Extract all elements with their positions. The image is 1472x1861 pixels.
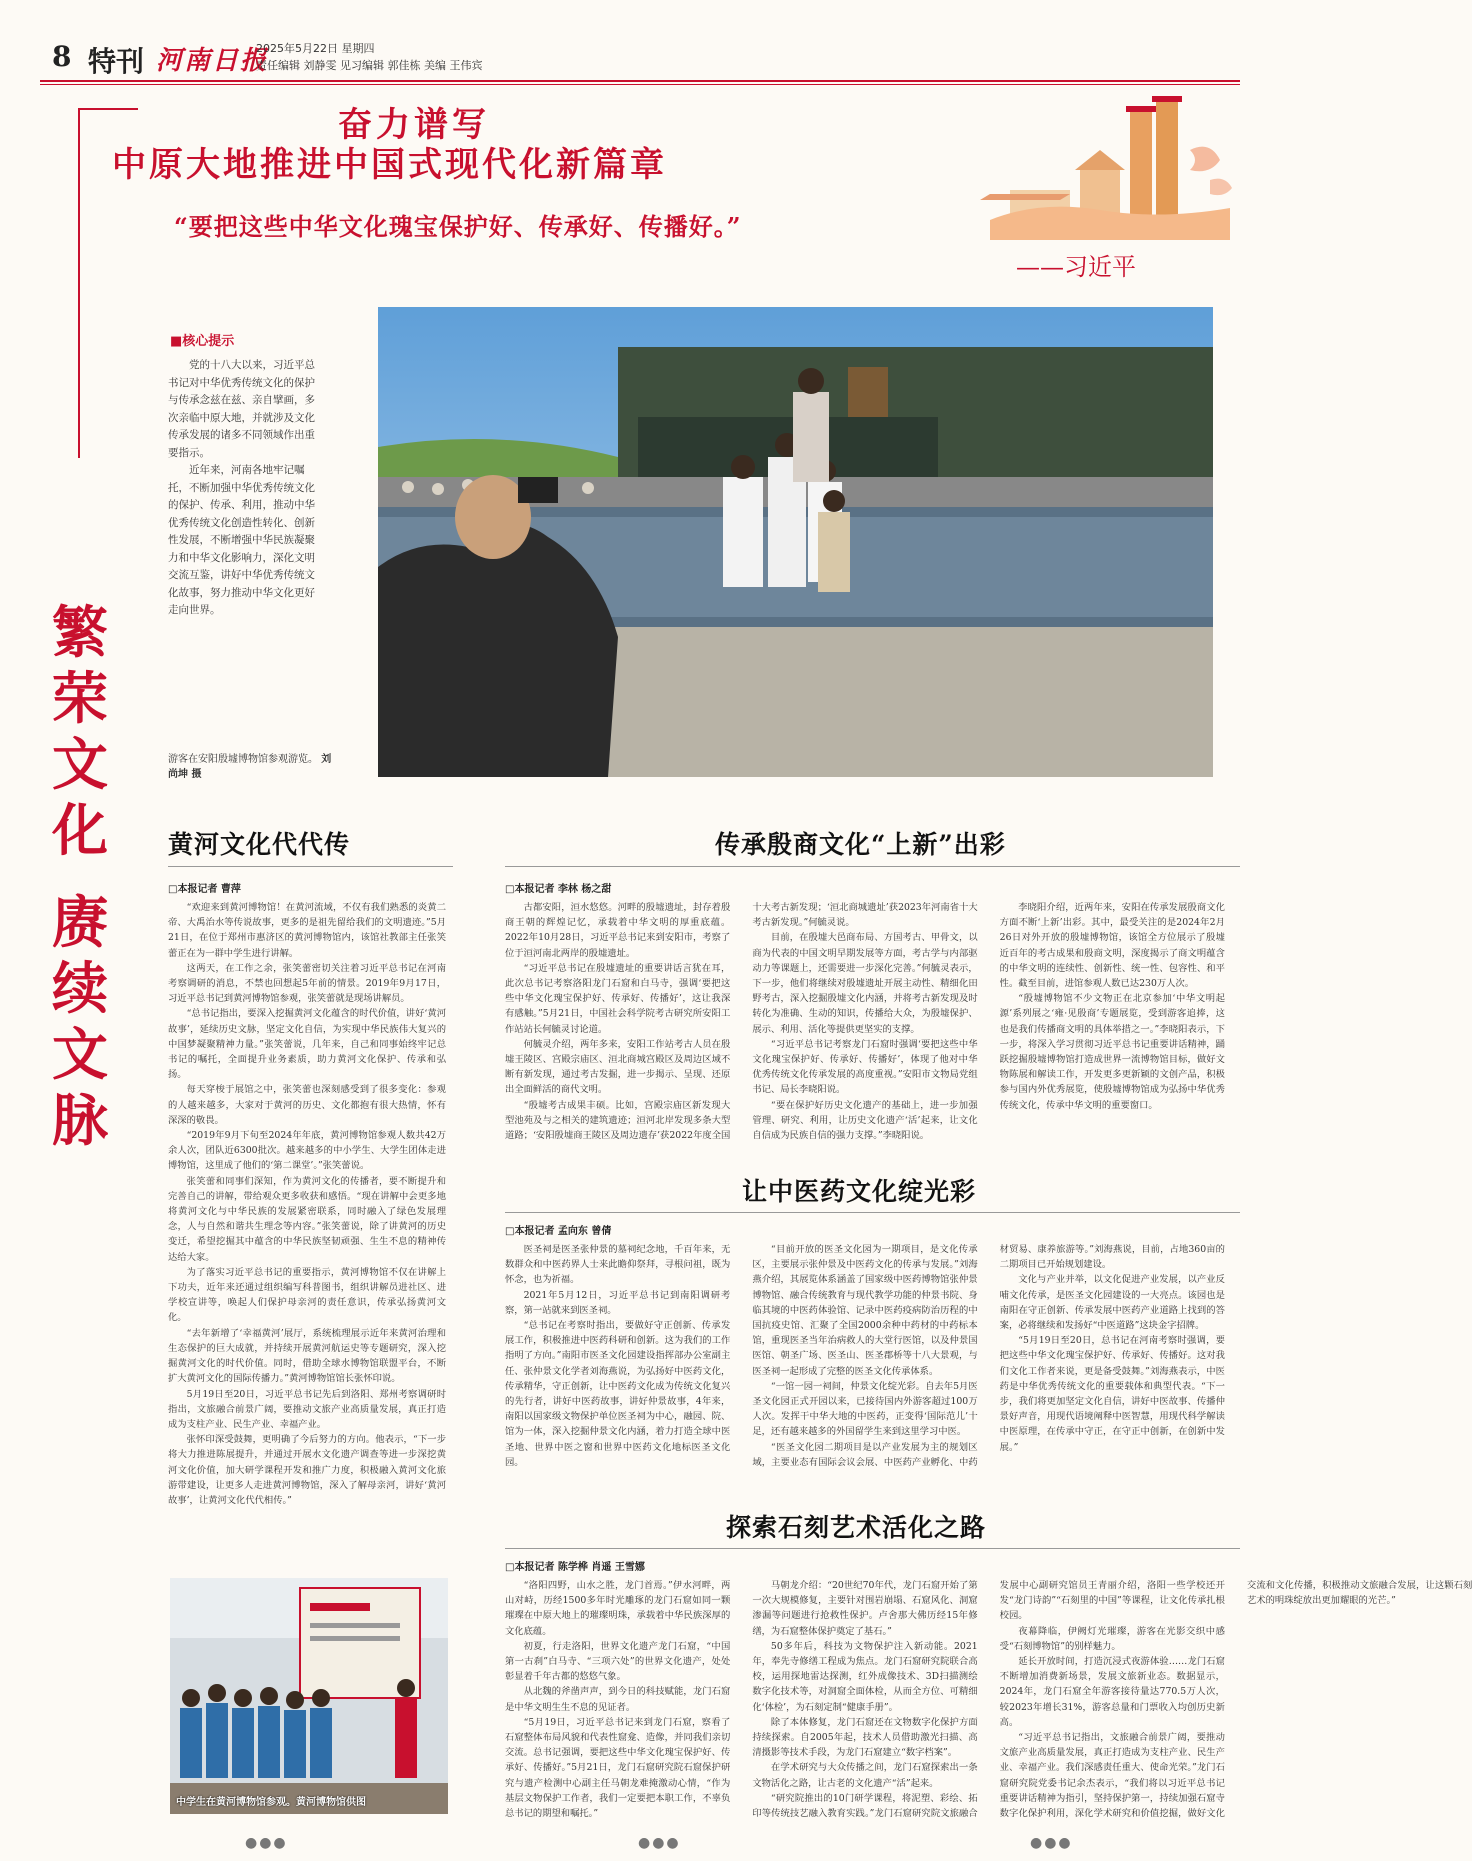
article3-body xyxy=(505,1242,1225,1492)
article1-paragraph: 张怀印深受鼓舞，更明确了今后努力的方向。他表示，“下一步将大力推进陈展提升，并通过开展水文化遗产调查等进一步深挖黄河文化价值，加大研学课程开发和推广力度，积极融入黄河文化旅游带建设，让更多人走进黄河博物馆，深入了解母亲河，讲好‘黄河故事’，让黄河文化代代相传。” xyxy=(168,1434,446,1506)
skyline-illustration xyxy=(980,90,1240,240)
article2-body xyxy=(505,900,1225,1150)
article3-paragraph: “总书记在考察时指出，要做好守正创新、传承发展工作，积极推进中医药科研和创新。这为我们的工作指明了方向。”南阳市医圣文化园建设指挥部办公室副主任、张仲景文化学者刘海燕说，为弘扬好中医药文化，传承精华，守正创新，让中医药文化成为传统文化复兴的先行者，讲好中医药故事，讲好仲景故事，4年来，南阳以国家级文物保护单位医圣祠为中心，融园、院、馆为一体，深入挖掘仲景文化内涵，着力打造全球中医圣地、世界中医之窗和世界中医药文化地标医圣文化园。 xyxy=(505,1320,731,1468)
article2-title: 传承殷商文化“上新”出彩 xyxy=(715,830,1006,859)
article3-title: 让中医药文化绽光彩 xyxy=(742,1177,977,1206)
small-photo-caption: 中学生在黄河博物馆参观。黄河博物馆供图 xyxy=(176,1797,366,1808)
section-name: 特刊 xyxy=(88,45,145,78)
vertical-banner xyxy=(40,600,120,1154)
page-dots-left: ●●● xyxy=(245,1835,288,1851)
article1-paragraph: “去年新增了‘幸福黄河’展厅，系统梳理展示近年来黄河治理和生态保护的巨大成就，并持续开展黄河航运史等专题研究，深入挖掘黄河文化的时代价值。同时，借助全球水博物馆联盟平台，不断扩大黄河文化的国际传播力。”黄河博物馆馆长张怀印说。 xyxy=(168,1327,446,1385)
article2-paragraph: “殷墟博物馆不少文物正在北京参加‘中华文明起源’系列展之‘雍·见殷商’专题展览，受到游客追捧，这也是我们传播商文明的具体举措之一。”李晓阳表示，下一步，将深入学习贯彻习近平总书记重要讲话精神，踊跃挖掘殷墟博物馆打造成世界一流博物馆目标，做好文物陈展和解读工作，开发更多更新颖的文创产品，积极参与国内外优秀展览，使殷墟博物馆成为弘扬中华优秀传统文化，传承中华文明的重要窗口。 xyxy=(999,993,1225,1111)
editors-line: 责任编辑 刘静雯 见习编辑 郭佳栋 美编 王伟宾 xyxy=(256,59,483,72)
article4-paragraph: 50多年后，科技为文物保护注入新动能。2021年，奉先寺修缮工程成为焦点。龙门石窟研究院联合高校，运用探地雷达探测，红外成像技术、3D扫描测绘数字化技术等，对洞窟全面体检，从而全方位、可精细化‘体检’，为石刻定制“健康手册”。 xyxy=(752,1640,978,1713)
article3-paragraph: “一馆一园一祠间，仲景文化绽光彩。自去年5月医圣文化园正式开园以来，已接待国内外游客超过100万人次。发挥干中华大地的中医药，正变得‘国际范儿’十足，还有越来越多的外国留学生来到这里学习中医。 xyxy=(752,1380,978,1438)
article3-paragraph: 文化与产业并举，以文化促进产业发展，以产业反哺文化传承，是医圣文化园建设的一大亮点。该园也是南阳在守正创新、传承发展中医药产业道路上找到的答案，必将继续和发扬好“中医道路”这块金字招牌。 xyxy=(999,1274,1225,1332)
article2-rule xyxy=(505,866,1240,867)
article2-paragraph: “殷墟考古成果丰硕。比如，宫殿宗庙区新发现大型池苑及与之相关的建筑遗迹；洹河北岸发现多条大型道路；‘安阳殷墟商王陵区及周边遗存’获2022年度全国十大考古新发现；‘洹北商城遗址’获2023年河南省十大考古新发现。”何毓灵说。 xyxy=(505,902,978,1142)
frame-line-vertical xyxy=(78,108,80,458)
article3-paragraph: 医圣祠是医圣张仲景的墓祠纪念地，千百年来，无数群众和中医药界人士来此瞻仰祭拜，寻根问祖，既为怀念，也为祈福。 xyxy=(505,1244,731,1286)
article1-byline: □本报记者 曹萍 xyxy=(168,884,241,895)
article4-paragraph: 延长开放时间，打造沉浸式夜游体验……龙门石窟不断增加消费新场景，发展文旅新业态。数据显示，2024年，龙门石窟全年游客接待量达770.5万人次，较2023年增长31%，游客总量和门票收入均创历史新高。 xyxy=(999,1656,1225,1728)
article1-paragraph: 为了落实习近平总书记的重要指示，黄河博物馆不仅在讲解上下功夫，近年来还通过组织编写科普图书，组织讲解员进社区、进学校宣讲等，唤起人们保护母亲河的责任意识，传承弘扬黄河文化。 xyxy=(168,1266,446,1324)
page-number: 8 xyxy=(52,40,72,73)
hero-title-line2: 中原大地推进中国式现代化新篇章 xyxy=(112,145,667,185)
leader-quote: “要把这些中华文化瑰宝保护好、传承好、传播好。” xyxy=(174,212,742,241)
banner-char: 文 xyxy=(52,1022,108,1088)
photo-credit: 刘尚坤 摄 xyxy=(168,754,332,780)
article4-paragraph: “洛阳四野，山水之胜，龙门首焉。”伊水河畔，两山对峙，历经1500多年时光雕琢的龙门石窟如同一颗璀璨在中原大地上的璀璨明珠，承载着中华民族深厚的文化底蕴。 xyxy=(505,1580,731,1637)
article1-paragraph: “2019年9月下旬至2024年年底，黄河博物馆参观人数共42万余人次，团队近6300批次。越来越多的中小学生、大学生团体走进博物馆，这里成了他们的‘第二课堂’。”张笑蕾说。 xyxy=(168,1130,446,1172)
article4-paragraph: 在学术研究与大众传播之间，龙门石窟探索出一条文物活化之路，让古老的文化遗产“活”起来。 xyxy=(752,1762,978,1789)
article4-body xyxy=(505,1578,1472,1824)
article1-paragraph: 张笑蕾和同事们深知，作为黄河文化的传播者，要不断提升和完善自己的讲解，带给观众更多收获和感悟。“现在讲解中会更多地将黄河文化与中华民族的发展紧密联系，同时融入了绿色发展理念，人与自然和谐共生理念等内容。”张笑蕾说，除了讲黄河的历史变迁，希望挖掘其中蕴含的中华民族坚韧顽强、生生不息的精神传达给大家。 xyxy=(168,1175,446,1263)
header-rule-thin xyxy=(40,84,1240,85)
article1-paragraph: 每天穿梭于展馆之中，张笑蕾也深刻感受到了很多变化：参观的人越来越多，大家对于黄河的历史、文化都抱有很大热情，怀有深深的敬畏。 xyxy=(168,1084,446,1126)
article2-paragraph: 李晓阳介绍，近两年来，安阳在传承发展殷商文化方面不断‘上新’出彩。其中，最受关注的是2024年2月26日对外开放的殷墟博物馆，该馆全方位展示了殷墟近百年的考古成果和殷商文明，深度揭示了商文明蕴含的中华文明的连续性、创新性、统一性、包容性、和平性。截至目前，进馆参观人数已达230万人次。 xyxy=(999,902,1225,990)
page-dots-center: ●●● xyxy=(638,1835,681,1851)
article4-byline: □本报记者 陈学桦 肖遥 王雪娜 xyxy=(505,1562,645,1573)
article1-body xyxy=(168,900,446,1568)
article4-paragraph: 除了本体修复，龙门石窟还在文物数字化保护方面持续探索。自2005年起，技术人员借助激光扫描、高清摄影等技术手段，为龙门石窟建立“数字档案”。 xyxy=(752,1716,978,1759)
article2-paragraph: “习近平总书记考察龙门石窟时强调‘要把这些中华文化瑰宝保护好、传承好、传播好’，体现了他对中华优秀传统文化传承发展的高度重视。”安阳市文物局党组书记、局长李晓阳说。 xyxy=(752,1038,978,1096)
article3-rule xyxy=(505,1212,1240,1213)
article1-paragraph: “总书记指出，要深入挖掘黄河文化蕴含的时代价值，讲好‘黄河故事’，延续历史文脉，坚定文化自信，为实现中华民族伟大复兴的中国梦凝聚精神力量。”张笑蕾说，几年来，自己和同事始终牢记总书记的嘱托，全面提升业务素质，助力黄河文化保护、传承和弘扬。 xyxy=(168,1008,446,1081)
article2-byline: □本报记者 李林 杨之甜 xyxy=(505,884,612,895)
article3-paragraph: “5月19日至20日，总书记在河南考察时强调，要把这些中华文化瑰宝保护好、传承好、传播好。这对我们文化工作者来说，更是备受鼓舞。”刘海燕表示，中医药是中华优秀传统文化的重要载体和典型代表。“下一步，我们将更加坚定文化自信，讲好中医故事、传播仲景好声音，用现代语境阐释中医智慧，用现代科学解读中医原理，在传承中守正，在守正中创新，在创新中发展。” xyxy=(999,1335,1225,1453)
article4-paragraph: 初夏，行走洛阳，世界文化遗产龙门石窟，“中国第一古刹”白马寺、“三项六处”的世界文化遗产，处处彰显着千年古都的悠悠气象。 xyxy=(505,1640,731,1683)
article1-paragraph: “欢迎来到黄河博物馆！在黄河流域，不仅有我们熟悉的炎黄二帝、大禹治水等传说故事，更多的是祖先留给我们的文明遗迹。”5月21日，在位于郑州市惠济区的黄河博物馆内，该馆社教部主任张笑蕾正在为一群中学生进行讲解。 xyxy=(168,902,446,959)
article2-paragraph: 何毓灵介绍，两年多来，安阳工作站考古人员在殷墟王陵区、宫殿宗庙区、洹北商城宫殿区及周边区域不断有新发现，通过考古发掘，进一步揭示、呈现、还原出全面鲜活的商代文明。 xyxy=(505,1038,731,1096)
article3-paragraph: “医圣文化园二期项目是以产业发展为主的规划区域，主要业态有国际会议会展、中医药产业孵化、中药材贸易、康养旅游等。”刘海燕说，目前，占地360亩的二期项目已开始规划建设。 xyxy=(752,1244,1225,1468)
article4-paragraph: “习近平总书记指出，文旅融合前景广阔，要推动文旅产业高质量发展，真正打造成为支柱产业、民生产业、幸福产业。我们深感责任重大、使命光荣。”龙门石窟研究院党委书记余杰表示，“我们将以习近平总书记重要讲话精神为指引，坚持保护第一，持续加强石窟寺数字化保护利用，深化学术研究和价值挖掘，做好文化交流和文化传播，积极推动文旅融合发展，让这颗石刻艺术的明珠绽放出更加耀眼的光芒。” xyxy=(999,1580,1472,1820)
hero-title-line1: 奋力谱写 xyxy=(338,105,490,145)
banner-char: 续 xyxy=(52,956,108,1022)
article2-paragraph: 目前，在殷墟大邑商布局、方国考古、甲骨文，以商为代表的中国文明早期发展等方面，考古学与内部驱动力等课题上，还需要进一步深化完善。”何毓灵表示，下一步，他们将继续对殷墟遗址开展主动性、精细化田野考古，深入挖掘殷墟文化内涵，并将考古新发现及时转化为准确、生动的知识，传播给大众，为殷墟保护、展示、利用、活化等提供更坚实的支撑。 xyxy=(752,932,978,1035)
newspaper-logo: 河南日报 xyxy=(156,46,269,76)
banner-char: 化 xyxy=(52,798,108,864)
header-rule xyxy=(40,80,1240,82)
photo-caption xyxy=(168,752,338,782)
article4-paragraph: 从北魏的斧凿声声，到今日的科技赋能，龙门石窟是中华文明生生不息的见证者。 xyxy=(505,1686,731,1713)
article1-title: 黄河文化代代传 xyxy=(168,830,351,859)
page-dots-right: ●●● xyxy=(1030,1835,1073,1851)
caption-text: 游客在安阳殷墟博物馆参观游览。 xyxy=(168,754,318,765)
article2-paragraph: “习近平总书记在殷墟遗址的重要讲话言犹在耳，此次总书记考察洛阳龙门石窟和白马寺，强调‘要把这些中华文化瑰宝保护好、传承好、传播好’，这让我深有感触。”5月21日，中国社会科学院考古研究所安阳工作站站长何毓灵讨论道。 xyxy=(505,962,731,1035)
article3-paragraph: “目前开放的医圣文化园为一期项目，是文化传承区，主要展示张仲景及中医药文化的传承与发展。”刘海燕介绍，其展览体系涵盖了国家级中医药博物馆张仲景博物馆、融合传统教育与现代教学功能的仲景书院、身临其境的中医药体验馆、记录中医药疫病防治历程的中国抗疫史馆、汇聚了全国2000余种中药材的中药标本馆，重现医圣当年治病救人的大堂行医馆，以及仲景国医馆、朝圣广场、医圣山、医圣郡桥等十八大景观，与医圣祠一起形成了完整的医圣文化传承体系。 xyxy=(752,1244,978,1377)
article4-paragraph: 马朝龙介绍：“20世纪70年代，龙门石窟开始了第一次大规模修复，主要针对围岩崩塌、石窟风化、洞窟渗漏等问题进行抢救性保护。卢舍那大佛历经15年修缮，为石窟整体保护奠定了基石。” xyxy=(752,1580,978,1637)
article2-paragraph: 古都安阳，洹水悠悠。河畔的殷墟遗址，封存着殷商王朝的辉煌记忆，承载着中华文明的厚重底蕴。2022年10月28日，习近平总书记来到安阳市，考察了位于洹河南北两岸的殷墟遗址。 xyxy=(505,902,731,959)
article1-paragraph: 5月19日至20日，习近平总书记先后到洛阳、郑州考察调研时指出，文旅融合前景广阔，要推动文旅产业高质量发展，真正打造成为支柱产业、民生产业、幸福产业。 xyxy=(168,1388,446,1430)
article3-byline: □本报记者 孟向东 曾倩 xyxy=(505,1226,612,1237)
banner-char: 脉 xyxy=(52,1088,108,1154)
article4-title: 探索石刻艺术活化之路 xyxy=(726,1513,987,1542)
article1-rule xyxy=(168,866,453,867)
banner-char: 文 xyxy=(52,732,108,798)
banner-char: 繁 xyxy=(52,600,108,666)
article1-paragraph: 这两天，在工作之余，张笑蕾密切关注着习近平总书记在河南考察调研的消息，不禁也回想起5年前的情景。2019年9月17日，习近平总书记到黄河博物馆参观，张笑蕾就是现场讲解员。 xyxy=(168,962,446,1005)
main-photo xyxy=(378,307,1213,777)
frame-line-horizontal xyxy=(78,108,138,110)
quote-author: ——习近平 xyxy=(1016,253,1136,281)
article4-paragraph: “研究院推出的10门研学课程，将泥塑、彩绘、拓印等传统技艺融入教育实践。”龙门石窟研究院文旅融合发展中心副研究馆员王青丽介绍，洛阳一些学校还开发“龙门诗韵”“石刻里的中国”等课程，让文化传承扎根校园。 xyxy=(752,1580,1225,1820)
summary-paragraph: 近年来，河南各地牢记嘱托，不断加强中华优秀传统文化的保护、传承、利用，推动中华优秀传统文化创造性转化、创新性发展，不断增强中华民族凝聚力和中华文化影响力，深化文明交流互鉴，讲好中华优秀传统文化故事，努力推动中华文化更好走向世界。 xyxy=(168,464,315,616)
article4-paragraph: 夜幕降临，伊阙灯光璀璨，游客在光影交织中感受“石刻博物馆”的别样魅力。 xyxy=(999,1625,1225,1652)
date-line: 2025年5月22日 星期四 xyxy=(256,42,375,55)
article4-rule xyxy=(505,1548,1240,1549)
article3-paragraph: 2021年5月12日，习近平总书记到南阳调研考察，第一站就来到医圣祠。 xyxy=(505,1289,731,1316)
article4-paragraph: “5月19日，习近平总书记来到龙门石窟，察看了石窟整体布局风貌和代表性窟龛、造像，并同我们亲切交流。总书记强调，要把这些中华文化瑰宝保护好、传承好、传播好。”5月21日，龙门石窟研究院石窟保护研究与遗产检测中心副主任马朝龙难掩激动心情，“作为基层文物保护工作者，我们一定要把本职工作，不辜负总书记的期望和嘱托。” xyxy=(505,1716,731,1820)
summary-text xyxy=(168,357,318,620)
small-photo xyxy=(170,1578,448,1814)
summary-paragraph: 党的十八大以来，习近平总书记对中华优秀传统文化的保护与传承念兹在兹、亲自擘画，多次亲临中原大地，并就涉及文化传承发展的诸多不同领域作出重要指示。 xyxy=(168,359,315,459)
summary-label: ■核心提示 xyxy=(170,334,235,349)
article2-paragraph: “要在保护好历史文化遗产的基础上，进一步加强管理、研究、利用，让历史文化遗产‘活’起来，让文化自信成为民族自信的强力支撑。”李晓阳说。 xyxy=(752,1099,978,1142)
banner-char: 荣 xyxy=(52,666,108,732)
banner-char: 赓 xyxy=(52,890,108,956)
